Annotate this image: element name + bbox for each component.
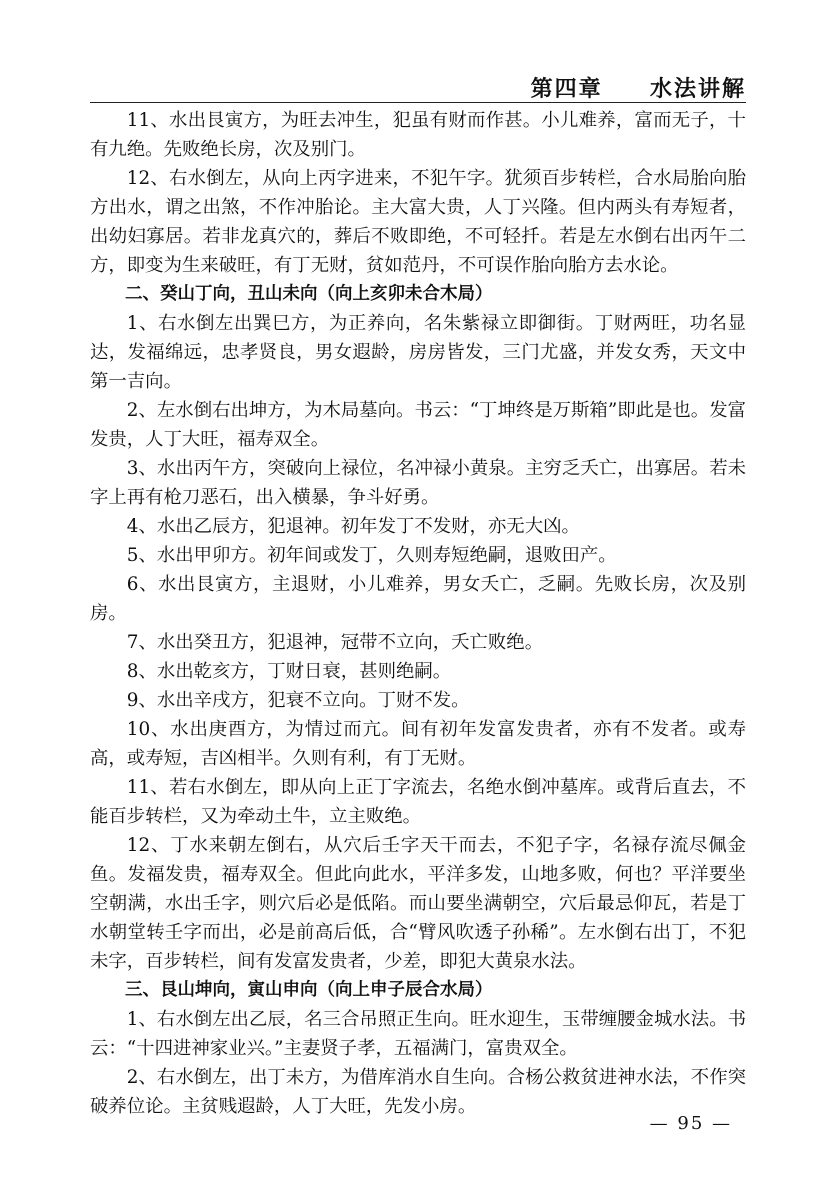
paragraph: 1、右水倒左出巽巳方，为正养向，名朱紫禄立即御街。丁财两旺，功名显达，发福绵远，忠孝贤良，男女遐龄，房房皆发，三门尤盛，并发女秀，天文中第一吉向。 bbox=[90, 313, 746, 392]
paragraph: 12、右水倒左，从向上丙字进来，不犯午字。犹须百步转栏，合水局胎向胎方出水，谓之出煞，不作冲胎论。主大富大贵，人丁兴隆。但内两头有寿短者，出幼妇寡居。若非龙真穴的，葬后不败即绝，不可轻扦。若是左水倒右出丙午二方，即变为生来破旺，有丁无财，贫如范丹，不可误作胎向胎方去水论。 bbox=[90, 168, 746, 276]
chapter-title: 第四章 水法讲解 bbox=[530, 77, 746, 102]
paragraph: 2、右水倒左，出丁未方，为借库消水自生向。合杨公救贫进神水法，不作突破养位论。主贫贱遐龄，人丁大旺，先发小房。 bbox=[90, 1067, 746, 1117]
paragraph: 7、水出癸丑方，犯退神，冠带不立向，夭亡败绝。 bbox=[126, 632, 544, 653]
paragraph: 11、水出艮寅方，为旺去冲生，犯虽有财而作甚。小儿难养，富而无子，十有九绝。先败绝长房，次及别门。 bbox=[90, 110, 746, 160]
paragraph: 2、左水倒右出坤方，为木局墓向。书云：“丁坤终是万斯箱”即此是也。发富发贵，人丁大旺，福寿双全。 bbox=[90, 400, 746, 450]
page-number: — 95 — bbox=[649, 1113, 732, 1134]
paragraph: 9、水出辛戌方，犯衰不立向。丁财不发。 bbox=[126, 690, 470, 711]
paragraph: 3、水出丙午方，突破向上禄位，名冲禄小黄泉。主穷乏夭亡，出寡居。若未字上再有枪刀恶石，出入横暴，争斗好勇。 bbox=[90, 458, 746, 508]
paragraph: 4、水出乙辰方，犯退神。初年发丁不发财，亦无大凶。 bbox=[126, 516, 580, 537]
paragraph: 11、若右水倒左，即从向上正丁字流去，名绝水倒冲墓库。或背后直去，不能百步转栏，又为牵动土牛，立主败绝。 bbox=[90, 777, 746, 827]
running-header bbox=[90, 70, 746, 103]
paragraph: 5、水出甲卯方。初年间或发丁，久则寿短绝嗣，退败田产。 bbox=[126, 545, 617, 566]
section-heading: 二、癸山丁向，丑山未向（向上亥卯未合木局） bbox=[125, 284, 493, 304]
paragraph: 6、水出艮寅方，主退财，小儿难养，男女夭亡，乏嗣。先败长房，次及别房。 bbox=[90, 574, 746, 624]
paragraph: 12、丁水来朝左倒右，从穴后壬字天干而去，不犯子字，名禄存流尽佩金鱼。发福发贵，福寿双全。但此向此水，平洋多发，山地多败，何也？平洋要坐空朝满，水出壬字，则穴后必是低陷。而山要坐满朝空，穴后最忌仰瓦，若是丁水朝堂转壬字而出，必是前高后低，合“臂风吹透子孙稀”。左水倒右出丁，不犯未字，百步转栏，间有发富发贵者，少差，即犯大黄泉水法。 bbox=[90, 835, 746, 972]
paragraph: 10、水出庚酉方，为情过而亢。间有初年发富发贵者，亦有不发者。或寿高，或寿短，吉凶相半。久则有利，有丁无财。 bbox=[90, 719, 746, 769]
body-text bbox=[90, 106, 746, 1121]
paragraph: 8、水出乾亥方，丁财日衰，甚则绝嗣。 bbox=[126, 661, 452, 682]
paragraph: 1、右水倒左出乙辰，名三合吊照正生向。旺水迎生，玉带缠腰金城水法。书云：“十四进神家业兴。”主妻贤子孝，五福满门，富贵双全。 bbox=[90, 1009, 746, 1059]
section-heading: 三、艮山坤向，寅山申向（向上申子辰合水局） bbox=[125, 980, 493, 1000]
